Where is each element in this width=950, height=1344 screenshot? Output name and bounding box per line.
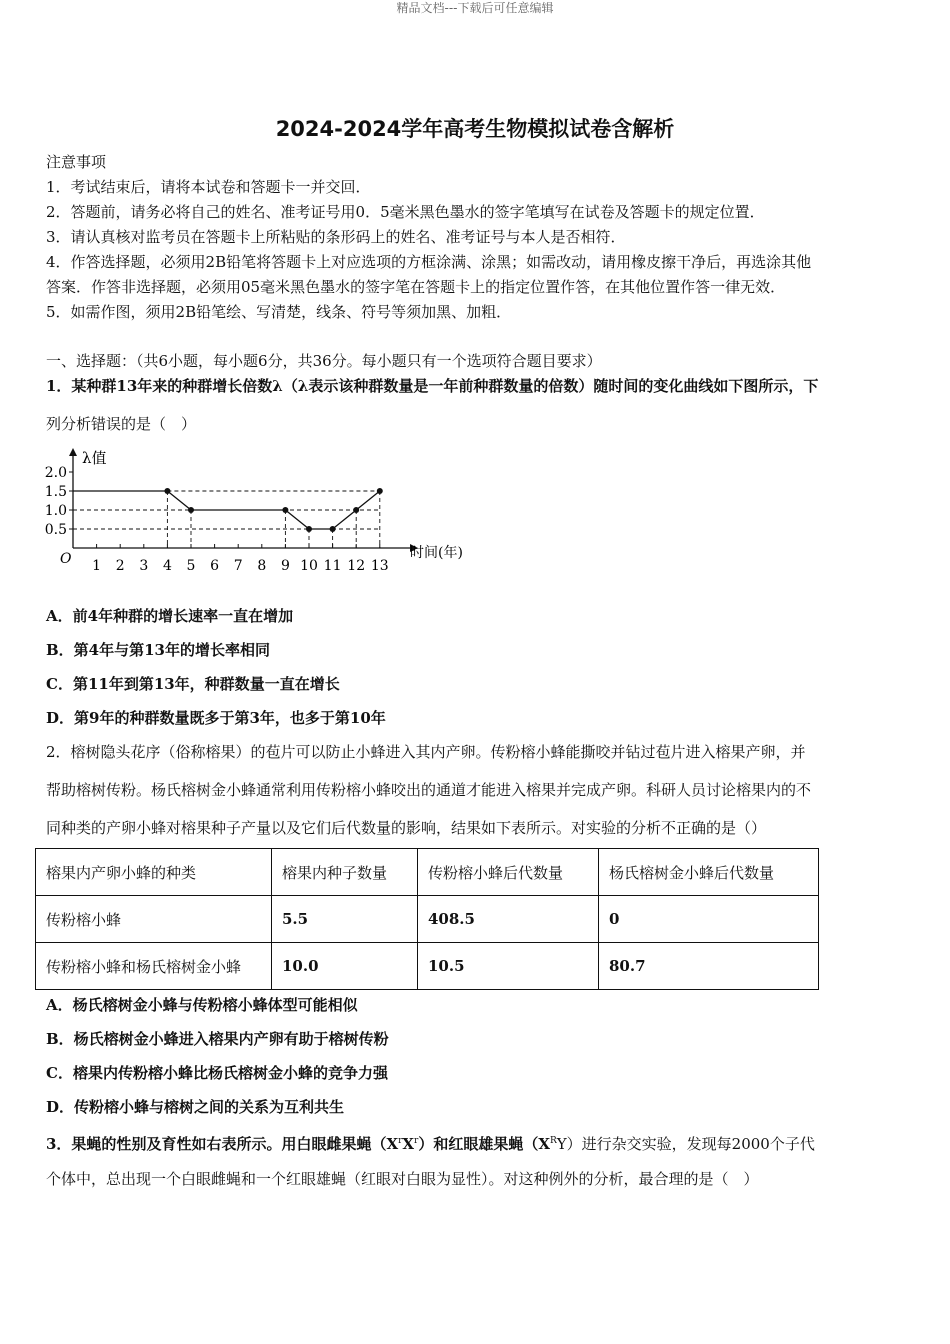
data-point (306, 526, 312, 532)
x-tick-label: 10 (300, 558, 318, 574)
q3-x: X (402, 1135, 415, 1153)
x-tick-label: 7 (233, 558, 243, 574)
x-tick-label: 12 (347, 558, 366, 574)
experiment-table (35, 848, 819, 990)
data-point (377, 488, 383, 494)
x-tick-label: 6 (210, 558, 220, 574)
y-axis-label: λ值 (82, 449, 107, 467)
page-header: 精品文档---下载后可任意编辑 (396, 1, 554, 15)
q3-sup-r2: r (414, 1136, 419, 1146)
table-cell: 传粉榕小蜂和杨氏榕树金小蜂 (36, 943, 272, 990)
q3-stem-part: Y）进行杂交实验，发现每2000个子代 (556, 1135, 815, 1153)
x-tick-label: 5 (186, 558, 196, 574)
table-header-cell: 传粉榕小蜂后代数量 (418, 849, 599, 896)
x-tick-label: 13 (370, 558, 389, 574)
table-cell: 10.5 (418, 943, 599, 990)
q1-stem-cont: 列分析错误的是（ ） (46, 415, 197, 433)
x-tick-label: 11 (323, 558, 342, 574)
q1-option-d: D．第9年的种群数量既多于第3年，也多于第10年 (46, 709, 386, 727)
table-cell: 408.5 (418, 896, 599, 943)
q3-stem-cont: 个体中，总出现一个白眼雌蝇和一个红眼雄蝇（红眼对白眼为显性）。对这种例外的分析，最合理的是（ ） (46, 1170, 759, 1188)
table-cell: 10.0 (272, 943, 418, 990)
q2-stem-line: 帮助榕树传粉。杨氏榕树金小蜂通常利用传粉榕小蜂咬出的通道才能进入榕果并完成产卵。科研人员讨论榕果内的不 (46, 781, 812, 799)
notice-item: 2．答题前，请务必将自己的姓名、准考证号用0．5毫米黑色墨水的签字笔填写在试卷及答题卡的规定位置． (46, 203, 765, 221)
y-axis-arrow (69, 448, 77, 456)
q2-option-b: B．杨氏榕树金小蜂进入榕果内产卵有助于榕树传粉 (46, 1030, 389, 1048)
x-tick-label: 2 (115, 558, 125, 574)
q1-option-b: B．第4年与第13年的增长率相同 (46, 641, 270, 659)
page-title: 2024-2024学年高考生物模拟试卷含解析 (275, 117, 675, 141)
data-point (330, 526, 336, 532)
notice-item: 5．如需作图，须用2B铅笔绘、写清楚，线条、符号等须加黑、加粗． (46, 303, 512, 321)
table-row (36, 943, 819, 990)
x-tick-label: 3 (139, 558, 149, 574)
data-point (188, 507, 194, 513)
chart-grid (73, 491, 380, 548)
notice-item: 答案．作答非选择题，必须用05毫米黑色墨水的签字笔在答题卡上的指定位置作答，在其他位置作答一律无效． (46, 278, 786, 296)
table-cell: 80.7 (599, 943, 819, 990)
x-tick-label: 1 (92, 558, 102, 574)
q3-sup-r: r (398, 1136, 403, 1146)
q1-option-a: A．前4年种群的增长速率一直在增加 (46, 607, 294, 625)
notice-item: 3．请认真核对监考员在答题卡上所粘贴的条形码上的姓名、准考证号与本人是否相符． (46, 228, 626, 246)
data-point (282, 507, 288, 513)
notice-item: 4．作答选择题，必须用2B铅笔将答题卡上对应选项的方框涂满、涂黑；如需改动，请用橡皮擦干净后，再选涂其他 (46, 253, 812, 271)
x-axis-label: 时间(年) (410, 545, 463, 561)
section-heading: 一、选择题：（共6小题，每小题6分，共36分。每小题只有一个选项符合题目要求） (46, 352, 602, 370)
q1-option-c: C．第11年到第13年，种群数量一直在增长 (46, 675, 340, 693)
table-row (36, 896, 819, 943)
x-tick-label: 9 (280, 558, 290, 574)
y-tick-label: 2.0 (44, 465, 67, 481)
notice-heading: 注意事项 (46, 153, 107, 171)
table-cell: 传粉榕小蜂 (36, 896, 272, 943)
q3-stem (46, 1129, 914, 1156)
lambda-chart (38, 446, 488, 586)
x-tick-label: 4 (162, 558, 172, 574)
q3-sup-R: R (549, 1136, 557, 1146)
table-header-cell: 榕果内产卵小蜂的种类 (36, 849, 272, 896)
q2-option-a: A．杨氏榕树金小蜂与传粉榕小蜂体型可能相似 (46, 996, 358, 1014)
y-tick-label: 1.0 (44, 503, 67, 519)
table-header-cell: 榕果内种子数量 (272, 849, 418, 896)
data-point (353, 507, 359, 513)
y-tick-label: 1.5 (44, 484, 67, 500)
q2-option-c: C．榕果内传粉榕小蜂比杨氏榕树金小蜂的竞争力强 (46, 1064, 388, 1082)
q2-option-d: D．传粉榕小蜂与榕树之间的关系为互利共生 (46, 1098, 345, 1116)
origin-label: O (60, 551, 72, 567)
q1-stem: 1．某种群13年来的种群增长倍数λ（λ表示该种群数量是一年前种群数量的倍数）随时间的变化曲线如下图所示，下 (46, 377, 819, 395)
q2-stem-line: 2．榕树隐头花序（俗称榕果）的苞片可以防止小蜂进入其内产卵。传粉榕小蜂能撕咬并钻过苞片进入榕果产卵，并 (46, 743, 806, 761)
q3-stem-part: ）和红眼雄果蝇（X (418, 1135, 550, 1153)
table-cell: 0 (599, 896, 819, 943)
x-tick-label: 8 (257, 558, 267, 574)
data-point (164, 488, 170, 494)
table-header-row (36, 849, 819, 896)
table-header-cell: 杨氏榕树金小蜂后代数量 (599, 849, 819, 896)
y-tick-label: 0.5 (44, 522, 67, 538)
notice-item: 1．考试结束后，请将本试卷和答题卡一并交回． (46, 178, 371, 196)
q2-stem-line: 同种类的产卵小蜂对榕果种子产量以及它们后代数量的影响，结果如下表所示。对实验的分析不正确的是（） (46, 819, 767, 837)
table-cell: 5.5 (272, 896, 418, 943)
q3-stem-part: 3．果蝇的性别及育性如右表所示。用白眼雌果蝇（X (46, 1135, 399, 1153)
